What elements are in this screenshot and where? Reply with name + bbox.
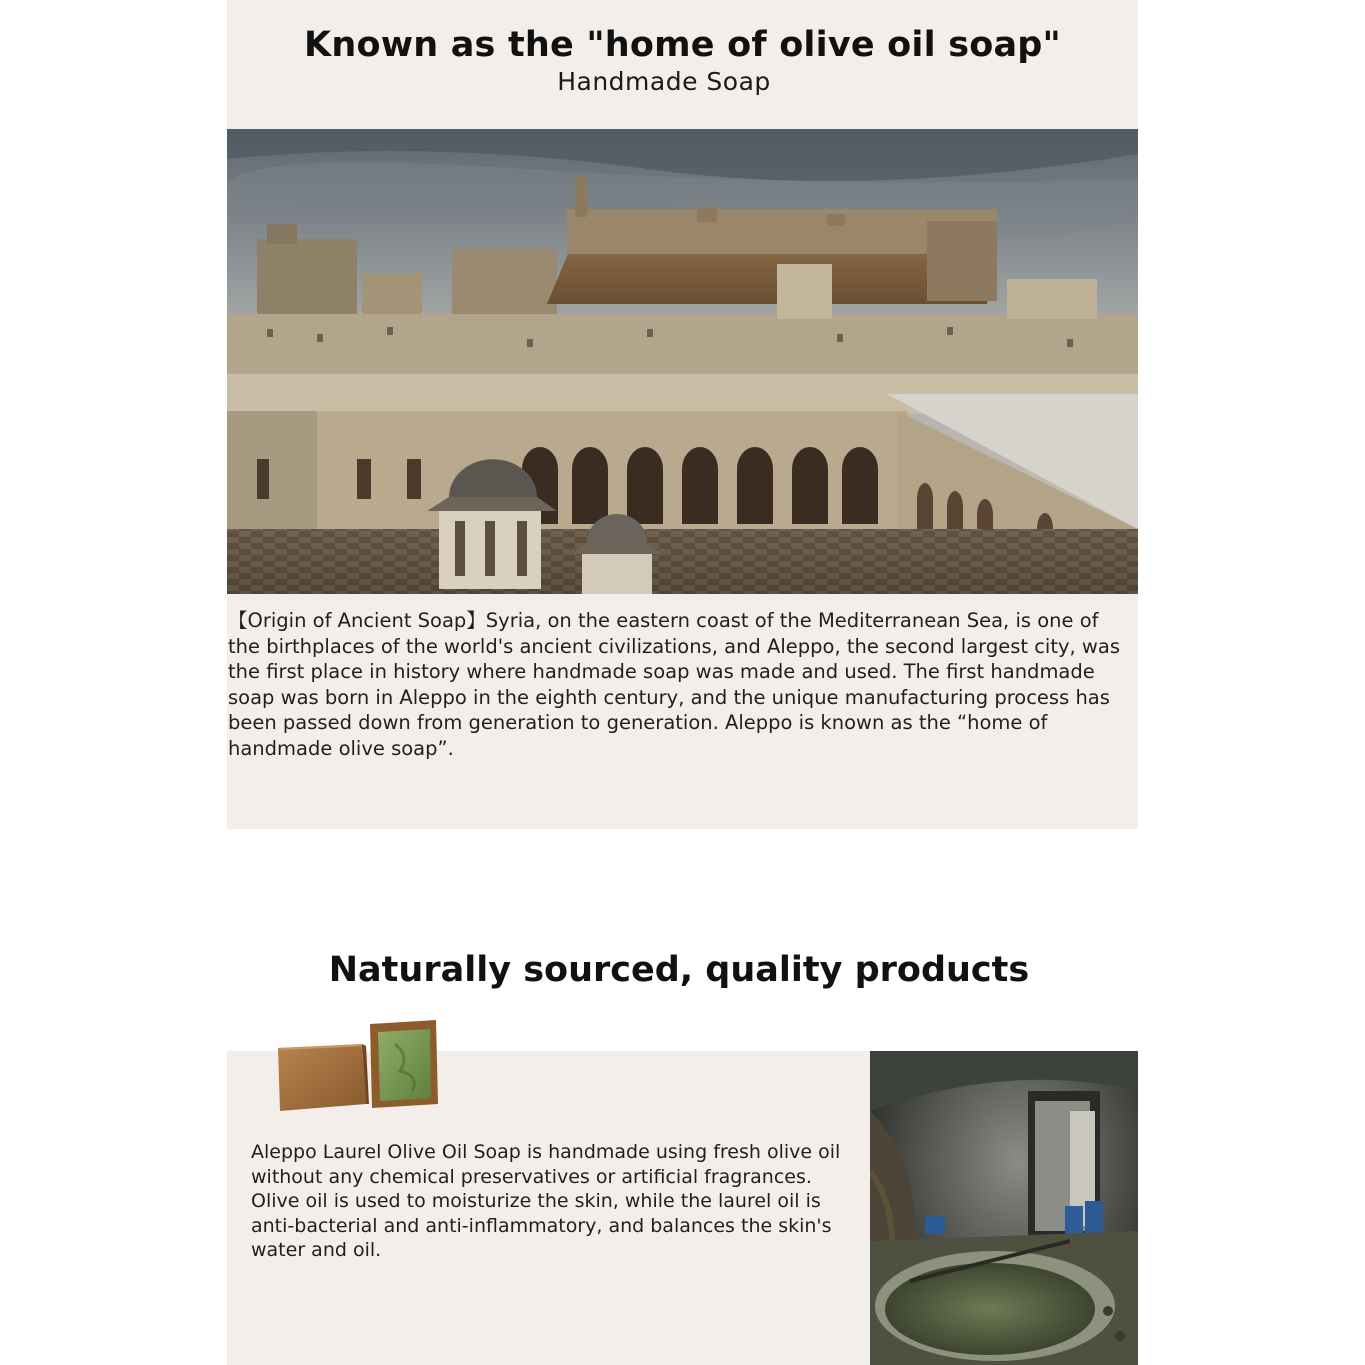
quality-heading: Naturally sourced, quality products [328,950,1030,991]
origin-section [227,0,1138,829]
soap-bars-image [270,1016,445,1116]
aleppo-citadel-photo [227,129,1138,594]
origin-paragraph: 【Origin of Ancient Soap】Syria, on the eastern coast of the Mediterranean Sea, is one of the birthplaces of the world's ancient civilizations, and Aleppo, the second largest city, was the first place in history where handmade soap was made and used. The first handmade soap was born in Aleppo in the eighth century, and the unique manufacturing process has been passed down from generation to generation. Aleppo is known as the “home of handmade olive soap”. [228,609,1127,760]
main-heading: Known as the "home of olive oil soap" [304,25,1061,66]
soap-description: Aleppo Laurel Olive Oil Soap is handmade using fresh olive oil without any chemical preservatives or artificial fragrances. Olive oil is used to moisturize the skin, while the laurel oil is anti-bacterial and anti-inflammatory, and balances the skin's water and oil. [251,1141,841,1262]
olive-press-cave-photo [870,1051,1138,1365]
subheading: Handmade Soap [557,67,771,96]
